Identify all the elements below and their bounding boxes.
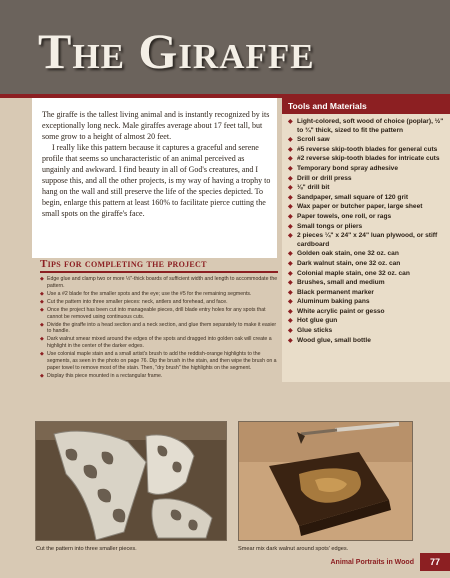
page-number: 77: [420, 553, 450, 571]
diamond-bullet-icon: ◆: [40, 276, 44, 282]
diamond-bullet-icon: ◆: [288, 119, 293, 125]
diamond-bullet-icon: ◆: [288, 318, 293, 325]
diamond-bullet-icon: ◆: [288, 289, 293, 296]
diamond-bullet-icon: ◆: [288, 146, 293, 153]
tools-item: ◆ Colonial maple stain, one 32 oz. can: [288, 269, 410, 277]
diamond-bullet-icon: ◆: [40, 290, 44, 297]
diamond-bullet-icon: ◆: [288, 185, 293, 192]
tools-item: ◆ White acrylic paint or gesso: [288, 307, 385, 315]
tools-item: ◆ Paper towels, one roll, or rags: [288, 212, 392, 220]
tools-item: ◆ Temporary bond spray adhesive: [288, 164, 399, 172]
diamond-bullet-icon: ◆: [40, 351, 44, 358]
tools-item: ◆ Wood glue, small bottle: [288, 336, 371, 344]
tips-divider: [40, 271, 278, 273]
tools-item: ◆ #2 reverse skip-tooth blades for intricate cuts: [288, 155, 440, 163]
diamond-bullet-icon: ◆: [288, 233, 293, 240]
tools-item: ◆ Hot glue gun: [288, 317, 338, 325]
tools-item: ◆ Brushes, small and medium: [288, 279, 385, 287]
tips-item: ◆ Display this piece mounted in a rectangular frame.: [40, 372, 163, 379]
tools-item: ◆ Small tongs or pliers: [288, 222, 363, 230]
pattern-pieces-illustration: [36, 422, 227, 541]
tips-item: ◆ Divide the giraffe into a head section and a neck section, and glue them separately to make it easier to handle.: [40, 321, 277, 335]
photo-caption: Smear mix dark walnut around spots' edges.: [238, 546, 349, 552]
tools-item: ◆ Drill or drill press: [288, 174, 352, 182]
tools-item: ◆ Dark walnut stain, one 32 oz. can: [288, 259, 401, 267]
diamond-bullet-icon: ◆: [288, 156, 293, 163]
tips-item: ◆ Dark walnut smear mixed around the edges of the spots and dragged into golden oak will create a highlight in the center of the darker edges.: [40, 336, 272, 350]
tools-item: ◆ 2 pieces ¼" x 24" x 24" luan plywood, or stiff cardboard: [288, 232, 438, 248]
tools-item: ◆ Golden oak stain, one 32 oz. can: [288, 250, 399, 258]
diamond-bullet-icon: ◆: [40, 306, 44, 313]
diamond-bullet-icon: ◆: [288, 204, 293, 211]
tools-item: ◆ Light-colored, soft wood of choice (poplar), ½" to ¾" thick, sized to fit the pattern: [288, 118, 444, 134]
diamond-bullet-icon: ◆: [288, 137, 293, 144]
tips-item: ◆ Once the project has been cut into manageable pieces, drill blade entry holes for any spots that cannot be removed using continuous cuts.: [40, 306, 266, 320]
tips-item: ◆ Use a #2 blade for the smaller spots and the eye; use the #5 for the remaining segments.: [40, 290, 252, 297]
tools-list: [282, 114, 450, 345]
tips-section: [32, 258, 280, 408]
tools-heading: Tools and Materials: [282, 98, 450, 114]
diamond-bullet-icon: ◆: [288, 213, 293, 220]
diamond-bullet-icon: ◆: [288, 175, 293, 182]
stain-smear-illustration: [239, 422, 413, 541]
diamond-bullet-icon: ◆: [288, 165, 293, 172]
tools-item: ◆ Wax paper or butcher paper, large sheet: [288, 203, 423, 211]
intro-paragraph: I really like this pattern because it captures a graceful and serene profile that seems so uncharacteristic of an animal perceived as ungainly and awkward. I find beauty in all of God's creatures, and I suppose this, and all the other projects, is my way of having a trophy to hang on the wall and still preserve the life of the species depicted. To begin, enlarge this pattern at least 160% to facilitate pierce cutting the small spots on the giraffe's face.: [42, 143, 271, 218]
photo-caption: Cut the pattern into three smaller pieces.: [36, 546, 137, 552]
header-band: [0, 0, 450, 98]
diamond-bullet-icon: ◆: [288, 328, 293, 335]
diamond-bullet-icon: ◆: [40, 298, 44, 305]
diamond-bullet-icon: ◆: [288, 299, 293, 306]
diamond-bullet-icon: ◆: [288, 194, 293, 201]
diamond-bullet-icon: ◆: [40, 336, 44, 343]
tips-item: ◆ Edge glue and clamp two or more ½"-thick boards of sufficient width and length to accommodate the pattern.: [40, 276, 278, 289]
diamond-bullet-icon: ◆: [40, 321, 44, 328]
tips-item: ◆ Use colonial maple stain and a small artist's brush to add the reddish-orange highlights to the segments, as seen in the photo on page 76. Dip the brush in the stain, and then wipe the brush on a paper towel to remove most of the stain. Then, "dry brush" the highlights on the segment.: [40, 351, 277, 371]
intro-paragraph: The giraffe is the tallest living animal and is instantly recognized by its exceptionally long neck. Male giraffes average about 17 feet tall, but some grow to a height of almost 20 feet.: [42, 110, 270, 141]
tools-item: ◆ Black permanent marker: [288, 288, 374, 296]
tools-item: ◆ #5 reverse skip-tooth blades for general cuts: [288, 145, 438, 153]
diamond-bullet-icon: ◆: [288, 260, 293, 267]
book-title: Animal Portraits in Wood: [330, 558, 414, 566]
pattern-pieces-photo: [35, 421, 227, 541]
page-footer: [331, 553, 450, 571]
page-title: The Giraffe: [38, 23, 315, 79]
tips-item: ◆ Cut the pattern into three smaller pieces: neck, antlers and forehead, and face.: [40, 298, 228, 305]
diamond-bullet-icon: ◆: [288, 251, 293, 258]
tools-item: ◆ Glue sticks: [288, 327, 333, 335]
diamond-bullet-icon: ◆: [288, 223, 293, 230]
tools-panel: [282, 98, 450, 382]
diamond-bullet-icon: ◆: [288, 280, 293, 287]
tools-item: ◆ Sandpaper, small square of 120 grit: [288, 193, 409, 201]
diamond-bullet-icon: ◆: [288, 270, 293, 277]
tools-item: ◆ Scroll saw: [288, 136, 330, 144]
stain-smear-photo: [238, 421, 413, 541]
tips-list: [32, 276, 280, 379]
tips-heading: Tips for completing the project: [40, 258, 207, 270]
diamond-bullet-icon: ◆: [40, 372, 44, 379]
tools-item: ◆ Aluminum baking pans: [288, 298, 370, 306]
tools-item: ◆ ⅛" drill bit: [288, 184, 330, 192]
diamond-bullet-icon: ◆: [288, 308, 293, 315]
diamond-bullet-icon: ◆: [288, 337, 293, 344]
intro-box: [32, 98, 277, 258]
